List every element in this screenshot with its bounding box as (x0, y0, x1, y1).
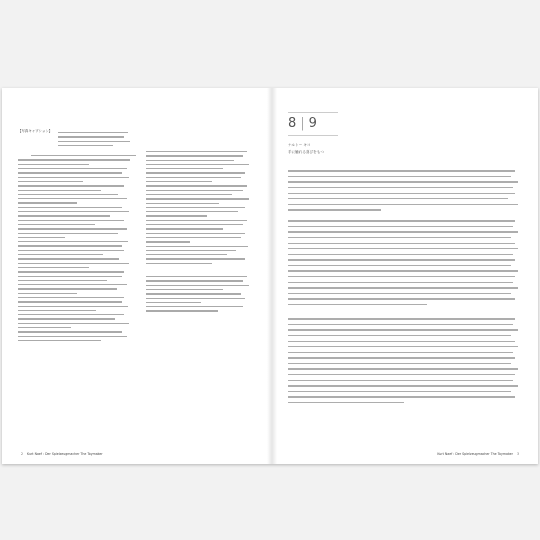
caption-heading: 【写真キャプション】 (18, 129, 53, 133)
left-page-number: 2 (21, 452, 24, 456)
chapter-separator: | (300, 116, 306, 131)
right-page-footer (437, 452, 522, 456)
book-spread (2, 88, 538, 464)
left-page-right-column (146, 128, 256, 315)
chapter-subtitle: 手に触れる喜びをもつ (288, 150, 324, 154)
right-footer-title: Kurt Naef : Der Spielzeugmacher The Toymaker (437, 452, 513, 456)
chapter-number (288, 116, 318, 131)
chapter-number-right: 9 (308, 116, 318, 131)
left-page (2, 88, 270, 464)
right-page (270, 88, 538, 464)
right-page-number: 3 (516, 452, 519, 456)
left-footer-title: Kurt Naef : Der Spielzeugmacher The Toymaker (27, 452, 103, 456)
body-paragraph-2 (288, 216, 520, 309)
biography-list (18, 155, 136, 341)
caption-block (18, 128, 136, 149)
body-paragraph-3 (288, 314, 520, 407)
chapter-author: ナルトー キコ (288, 143, 311, 147)
chapter-number-left: 8 (288, 116, 298, 131)
left-column (18, 128, 136, 346)
body-paragraph-1 (288, 166, 520, 215)
left-page-footer (18, 452, 103, 456)
